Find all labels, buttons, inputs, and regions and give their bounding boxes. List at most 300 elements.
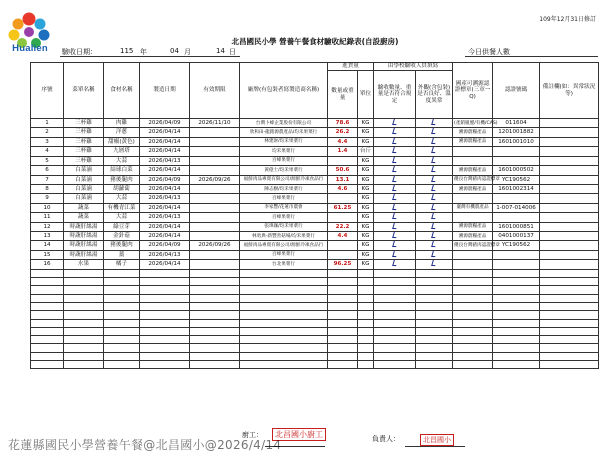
cell-inspect-check	[374, 137, 416, 146]
cell-unit: KG	[358, 203, 374, 212]
empty-cell	[540, 278, 599, 286]
cell-qty: 78.6	[328, 119, 358, 128]
empty-cell	[328, 319, 358, 327]
cell-cert: 溯源農糧產品	[453, 232, 493, 241]
cell-dish: 三杯雞	[64, 128, 104, 137]
date-day: 14	[216, 47, 225, 55]
empty-cell	[64, 327, 104, 335]
check-mark-icon	[392, 185, 398, 191]
cell-inspect-check	[374, 147, 416, 156]
cell-unit: KG	[358, 213, 374, 222]
cell-appearance	[416, 194, 453, 203]
cell-mfg-date: 2026/04/13	[140, 156, 190, 165]
cell-dish: 時蔬肝絲湯	[64, 250, 104, 259]
empty-cell	[416, 344, 453, 352]
cell-unit: KG	[358, 137, 374, 146]
empty-cell	[358, 302, 374, 310]
cell-brand: 福鮮肉品專賣有限公司/源鮮冷凍食品行	[240, 241, 328, 250]
cell-mfg-date: 2026/04/14	[140, 222, 190, 231]
cell-appearance	[416, 128, 453, 137]
cell-expiry: 2026/09/26	[190, 175, 240, 184]
table-row	[31, 213, 599, 222]
cell-remark	[540, 128, 599, 137]
header-expiry: 有效期限	[190, 63, 240, 119]
cell-seq: 11	[31, 213, 64, 222]
empty-cell	[374, 278, 416, 286]
empty-cell	[240, 352, 328, 360]
cell-ingredient: 有機青江菜	[104, 203, 140, 212]
cell-unit: KG	[358, 156, 374, 165]
cell-dish: 蔬菜	[64, 213, 104, 222]
cell-seq: 7	[31, 175, 64, 184]
cell-qty: 4.6	[328, 184, 358, 193]
empty-cell	[328, 352, 358, 360]
table-row	[31, 137, 599, 146]
empty-cell	[190, 294, 240, 302]
empty-cell	[540, 327, 599, 335]
empty-cell	[493, 319, 540, 327]
cell-qty	[328, 241, 358, 250]
empty-cell	[493, 327, 540, 335]
empty-cell	[540, 294, 599, 302]
empty-table-row	[31, 302, 599, 310]
empty-cell	[540, 302, 599, 310]
check-mark-icon	[392, 194, 398, 200]
cell-cert-no: YC190562	[493, 175, 540, 184]
cell-remark	[540, 147, 599, 156]
cell-expiry	[190, 137, 240, 146]
cell-qty: 22.2	[328, 222, 358, 231]
empty-cell	[190, 269, 240, 277]
empty-cell	[358, 294, 374, 302]
cell-inspect-check	[374, 203, 416, 212]
header-remark: 備註欄(如：異常狀況等)	[540, 63, 599, 119]
empty-cell	[540, 311, 599, 319]
empty-cell	[493, 278, 540, 286]
check-mark-icon	[392, 138, 398, 144]
cell-expiry	[190, 194, 240, 203]
cell-cert-no	[493, 213, 540, 222]
cell-cert-no	[493, 194, 540, 203]
empty-cell	[453, 336, 493, 344]
empty-cell	[104, 269, 140, 277]
cell-brand: 百峰果菜行	[240, 213, 328, 222]
empty-cell	[374, 327, 416, 335]
empty-cell	[493, 336, 540, 344]
cell-cert: 溯源農糧產品	[453, 166, 493, 175]
cell-brand: 欣和田-龍銘源農產品/均禾果菜行	[240, 128, 328, 137]
empty-cell	[140, 269, 190, 277]
cell-expiry	[190, 222, 240, 231]
cell-dish: 時蔬肝絲湯	[64, 241, 104, 250]
cell-qty	[328, 250, 358, 259]
cell-seq: 12	[31, 222, 64, 231]
empty-cell	[31, 294, 64, 302]
empty-cell	[416, 361, 453, 369]
cell-inspect-check	[374, 156, 416, 165]
cell-ingredient: 結球白菜	[104, 166, 140, 175]
cell-appearance	[416, 147, 453, 156]
check-mark-icon	[431, 147, 437, 153]
empty-cell	[493, 286, 540, 294]
cell-dish: 三杯雞	[64, 137, 104, 146]
empty-cell	[493, 344, 540, 352]
header-brand: 廠牌(有包裝者寫製造商名稱)	[240, 63, 328, 119]
cell-cert: 溯源農糧產品	[453, 222, 493, 231]
cell-dish: 白菜滷	[64, 194, 104, 203]
cell-seq: 3	[31, 137, 64, 146]
empty-cell	[140, 311, 190, 319]
table-row	[31, 156, 599, 165]
check-mark-icon	[392, 223, 398, 229]
date-label: 驗收日期：	[62, 48, 97, 56]
cell-dish: 三杯雞	[64, 119, 104, 128]
cell-brand: 林勇典-新豐善菇場/均禾果菜行	[240, 232, 328, 241]
empty-cell	[358, 311, 374, 319]
empty-cell	[453, 294, 493, 302]
empty-cell	[358, 361, 374, 369]
cell-remark	[540, 241, 599, 250]
empty-cell	[358, 278, 374, 286]
cell-seq: 1	[31, 119, 64, 128]
empty-cell	[540, 361, 599, 369]
cell-appearance	[416, 260, 453, 269]
empty-cell	[358, 327, 374, 335]
empty-cell	[140, 336, 190, 344]
cell-inspect-check	[374, 213, 416, 222]
logo-text: Hualien	[12, 43, 48, 54]
empty-cell	[31, 352, 64, 360]
table-row	[31, 241, 599, 250]
cell-cert-no: 1601001010	[493, 137, 540, 146]
check-mark-icon	[392, 241, 398, 247]
cell-remark	[540, 156, 599, 165]
empty-cell	[31, 361, 64, 369]
cell-dish: 三杯雞	[64, 156, 104, 165]
cell-brand: 張瑋珈/均禾果菜行	[240, 222, 328, 231]
cell-inspect-check	[374, 175, 416, 184]
empty-cell	[190, 302, 240, 310]
table-row	[31, 184, 599, 193]
cell-unit: KG	[358, 175, 374, 184]
empty-cell	[453, 344, 493, 352]
check-mark-icon	[431, 204, 437, 210]
cell-ingredient: 橘子	[104, 260, 140, 269]
empty-cell	[104, 302, 140, 310]
empty-cell	[416, 286, 453, 294]
cell-mfg-date: 2026/04/13	[140, 194, 190, 203]
cell-dish: 水果	[64, 260, 104, 269]
empty-cell	[374, 352, 416, 360]
check-mark-icon	[392, 157, 398, 163]
header-inspect-check: 驗收數量、重量是否符合規定	[374, 71, 416, 119]
header-dish: 菜單名稱	[64, 63, 104, 119]
cell-seq: 13	[31, 232, 64, 241]
empty-cell	[374, 319, 416, 327]
cell-cert-no	[493, 147, 540, 156]
cell-unit: 台斤	[358, 147, 374, 156]
cell-unit: KG	[358, 222, 374, 231]
empty-cell	[190, 327, 240, 335]
cell-brand: 李家豐/花蓮市農會	[240, 203, 328, 212]
empty-cell	[328, 302, 358, 310]
cell-mfg-date: 2026/04/09	[140, 119, 190, 128]
empty-cell	[104, 294, 140, 302]
empty-cell	[416, 278, 453, 286]
cell-inspect-check	[374, 241, 416, 250]
check-mark-icon	[431, 185, 437, 191]
cell-qty: 1.4	[328, 147, 358, 156]
cell-remark	[540, 119, 599, 128]
cell-inspect-check	[374, 260, 416, 269]
empty-cell	[140, 302, 190, 310]
cell-expiry	[190, 213, 240, 222]
empty-cell	[240, 294, 328, 302]
header-cert: 國產可溯源認證標章(三章一Q)	[453, 63, 493, 119]
empty-cell	[358, 319, 374, 327]
empty-cell	[453, 269, 493, 277]
check-mark-icon	[431, 232, 437, 238]
check-mark-icon	[431, 157, 437, 163]
cell-inspect-check	[374, 194, 416, 203]
empty-cell	[328, 311, 358, 319]
cell-mfg-date: 2026/04/14	[140, 184, 190, 193]
cell-mfg-date: 2026/04/13	[140, 250, 190, 259]
cell-brand: 台灣卜蜂企業股份有限公司	[240, 119, 328, 128]
empty-cell	[240, 336, 328, 344]
header-ingredient: 食材名稱	[104, 63, 140, 119]
empty-cell	[104, 336, 140, 344]
empty-cell	[453, 286, 493, 294]
empty-cell	[140, 294, 190, 302]
table-row	[31, 166, 599, 175]
empty-cell	[190, 278, 240, 286]
check-mark-icon	[392, 147, 398, 153]
empty-cell	[64, 302, 104, 310]
cell-cert: 溯源農糧產品	[453, 184, 493, 193]
cell-dish: 白菜滷	[64, 166, 104, 175]
empty-cell	[328, 269, 358, 277]
cell-unit: KG	[358, 241, 374, 250]
check-mark-icon	[431, 260, 437, 266]
check-mark-icon	[392, 166, 398, 172]
empty-cell	[31, 319, 64, 327]
cell-brand: 林建財/均禾果菜行	[240, 137, 328, 146]
empty-cell	[416, 319, 453, 327]
cell-unit: KG	[358, 119, 374, 128]
date-day-unit: 日	[229, 48, 236, 56]
check-mark-icon	[392, 251, 398, 257]
cell-ingredient: 胡蘿蔔	[104, 184, 140, 193]
table-row	[31, 203, 599, 212]
check-mark-icon	[431, 213, 437, 219]
empty-table-row	[31, 278, 599, 286]
cell-cert-no: 1601002314	[493, 184, 540, 193]
empty-cell	[540, 286, 599, 294]
empty-cell	[140, 361, 190, 369]
empty-cell	[493, 311, 540, 319]
empty-cell	[374, 336, 416, 344]
cell-brand: 均禾果菜行	[240, 147, 328, 156]
empty-cell	[240, 269, 328, 277]
cell-ingredient: 洋蔥	[104, 128, 140, 137]
cell-seq: 4	[31, 147, 64, 156]
empty-cell	[64, 344, 104, 352]
empty-cell	[190, 319, 240, 327]
empty-cell	[374, 361, 416, 369]
empty-table-row	[31, 327, 599, 335]
cell-remark	[540, 203, 599, 212]
empty-cell	[493, 269, 540, 277]
cell-appearance	[416, 175, 453, 184]
empty-cell	[64, 319, 104, 327]
cell-cert-no: 011604	[493, 119, 540, 128]
empty-cell	[374, 286, 416, 294]
cell-cert-no	[493, 156, 540, 165]
cell-dish: 三杯雞	[64, 147, 104, 156]
responsible-signature-line	[405, 446, 465, 447]
cell-qty: 96.25	[328, 260, 358, 269]
cell-cert	[453, 147, 493, 156]
empty-cell	[104, 344, 140, 352]
empty-cell	[328, 327, 358, 335]
date-month-unit: 月	[184, 48, 191, 56]
cell-cert: 臺灣有機農產品	[453, 203, 493, 212]
empty-cell	[328, 278, 358, 286]
empty-table-row	[31, 286, 599, 294]
check-mark-icon	[392, 119, 398, 125]
cell-expiry	[190, 147, 240, 156]
cell-ingredient: 肉雞	[104, 119, 140, 128]
cell-expiry	[190, 166, 240, 175]
cell-cert-no	[493, 260, 540, 269]
empty-cell	[540, 352, 599, 360]
cell-cert	[453, 250, 493, 259]
empty-cell	[64, 311, 104, 319]
check-mark-icon	[431, 194, 437, 200]
empty-cell	[358, 336, 374, 344]
check-mark-icon	[392, 128, 398, 134]
empty-cell	[31, 278, 64, 286]
cook-stamp: 北昌國小廚工	[272, 428, 326, 441]
cell-mfg-date: 2026/04/14	[140, 203, 190, 212]
cell-unit: KG	[358, 128, 374, 137]
cell-mfg-date: 2026/04/14	[140, 128, 190, 137]
empty-cell	[416, 352, 453, 360]
empty-cell	[540, 319, 599, 327]
check-mark-icon	[392, 260, 398, 266]
date-year: 115	[120, 47, 134, 55]
empty-table-row	[31, 319, 599, 327]
cell-cert-no: 1601000851	[493, 222, 540, 231]
cell-ingredient: 九層塔	[104, 147, 140, 156]
cell-inspect-check	[374, 250, 416, 259]
empty-table-row	[31, 352, 599, 360]
cell-mfg-date: 2026/04/13	[140, 213, 190, 222]
empty-cell	[493, 352, 540, 360]
empty-cell	[416, 269, 453, 277]
cell-unit: KG	[358, 184, 374, 193]
empty-table-row	[31, 294, 599, 302]
empty-cell	[328, 361, 358, 369]
empty-table-row	[31, 269, 599, 277]
cell-mfg-date: 2026/04/09	[140, 241, 190, 250]
empty-cell	[140, 319, 190, 327]
empty-cell	[540, 336, 599, 344]
cell-cert: 溯源農糧產品	[453, 137, 493, 146]
empty-cell	[374, 302, 416, 310]
empty-cell	[64, 278, 104, 286]
inspection-table	[30, 62, 599, 369]
cell-qty: 26.2	[328, 128, 358, 137]
empty-cell	[328, 344, 358, 352]
empty-cell	[540, 269, 599, 277]
cell-appearance	[416, 241, 453, 250]
check-mark-icon	[431, 138, 437, 144]
cell-cert	[453, 156, 493, 165]
empty-cell	[104, 286, 140, 294]
empty-cell	[453, 327, 493, 335]
cell-qty: 61.25	[328, 203, 358, 212]
empty-cell	[240, 286, 328, 294]
empty-cell	[358, 352, 374, 360]
responsible-label: 負責人：	[372, 435, 400, 443]
header-unit: 單位	[358, 71, 374, 119]
empty-cell	[140, 352, 190, 360]
empty-cell	[493, 361, 540, 369]
cell-dish: 時蔬肝絲湯	[64, 222, 104, 231]
date-year-unit: 年	[140, 48, 147, 56]
empty-cell	[416, 302, 453, 310]
date-month: 04	[170, 47, 179, 55]
cell-brand: 黃億士/均禾果菜行	[240, 166, 328, 175]
table-row	[31, 260, 599, 269]
table-row	[31, 128, 599, 137]
header-cert-no: 認證號碼	[493, 63, 540, 119]
cell-expiry: 2026/11/10	[190, 119, 240, 128]
check-mark-icon	[392, 232, 398, 238]
today-servings-label: 今日供餐人數	[468, 48, 510, 56]
table-row	[31, 222, 599, 231]
cell-seq: 5	[31, 156, 64, 165]
cell-seq: 16	[31, 260, 64, 269]
cell-seq: 6	[31, 166, 64, 175]
empty-cell	[416, 336, 453, 344]
cell-cert-no: YC190562	[493, 241, 540, 250]
cell-brand: 福鮮肉品專賣有限公司/源鮮冷凍食品行	[240, 175, 328, 184]
empty-table-row	[31, 336, 599, 344]
empty-cell	[104, 327, 140, 335]
empty-cell	[31, 302, 64, 310]
empty-cell	[240, 302, 328, 310]
empty-cell	[64, 336, 104, 344]
cell-inspect-check	[374, 222, 416, 231]
page-title: 北昌國民小學 營養午餐食材驗收紀錄表(自設廚房)	[231, 37, 399, 46]
revision-date: 109年12月31日修訂	[539, 16, 596, 23]
cell-ingredient: 大蒜	[104, 194, 140, 203]
empty-cell	[453, 352, 493, 360]
cell-expiry	[190, 156, 240, 165]
cell-brand: 百峰果菜行	[240, 156, 328, 165]
empty-cell	[104, 311, 140, 319]
empty-cell	[328, 286, 358, 294]
empty-cell	[493, 302, 540, 310]
empty-cell	[453, 311, 493, 319]
cell-cert-no: 0401000137	[493, 232, 540, 241]
cell-remark	[540, 175, 599, 184]
cell-expiry	[190, 260, 240, 269]
empty-table-row	[31, 361, 599, 369]
